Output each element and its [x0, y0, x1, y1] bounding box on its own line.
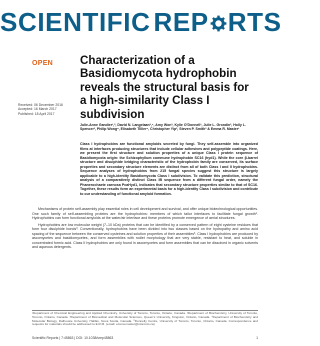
page-number: 1 [256, 336, 258, 340]
published-date: Published: 18 April 2017 [18, 111, 55, 116]
footer-citation: Scientific Reports | 7:45863 | DOI: 10.1038/srep45863 [32, 336, 114, 340]
gear-o-icon [210, 15, 227, 32]
abstract: Class I hydrophobins are functional amyloids secreted by fungi. They self-assemble into organized films at interfaces producing structures that include cellular adhesives and polypeptide coatings. Here, we present the first structure and solution properties of a unique Class I protein sequence of Basidiomycota origin: the Schizophyllum commune hydrophobin SC16 (hyd1). While the core β-barrel structure and disulphide bridging characteristic of the hydrophobin family are conserved, its surface properties and secondary structure elements are distinct from all of both Class I and II hydrophobins. Sequence analyses of hydrophobins from 215 fungal species suggest this structure is largely applicable to a high-identity Basidiomycota Class I subdivision. To validate this prediction, structural analysis of a comparatively distinct Class IB sequence from a different fungal order, namely the Phanerochaete carnosa PcaHyd1, indicates that secondary structure properties similar to that of SC16. Together, these results form an experimental basis for a high-identity Class I subdivision and contribute to our understanding of functional amyloid formation. [80, 142, 258, 196]
accepted-date: Accepted: 16 March 2017 [18, 107, 57, 112]
journal-name-part2b: RTS [227, 7, 282, 37]
author-list: Julie-Anne Gandier¹,², David N. Langelaan³,⁴, Amy Won³, Kylie O’Donnell¹, Julie L. Grondin³, Holly L. Spencer³, Philip Wong⁵, Elisabeth Tillier⁵, Christopher Yip², Steven P. Smith³ & Emma R. Master¹ [80, 123, 246, 132]
page-footer [32, 336, 258, 340]
body-text [32, 207, 258, 252]
journal-masthead [0, 7, 282, 37]
journal-name-part2a: REP [153, 7, 209, 37]
body-paragraph: Mechanisms of protein self-assembly play essential roles in cell development and survival, and offer unique biotechnological opportunities. One such family of self-assembling proteins are the hydrophobins: members of which tailor interfaces to facilitate fungal growth¹. Hydrophobins can form functional amyloids at the water/air interface and these proteins promote emergence of aerial structures. [32, 207, 258, 220]
journal-name-part1: SCIENTIFIC [0, 7, 151, 37]
body-paragraph: Hydrophobins are low molecular weight (7–10 kDa) proteins that can be identified by a conserved pattern of eight cysteine residues that form four disulphide bonds³. Conventionally, hydrophobins have been divided into two classes based on the hydropathy and amino acid spacing of the sequence between the conserved cysteines and solution properties of their assemblies³. Class I hydrophobins are produced by ascomycetes and basidiomycetes, and form assemblies with rodlet morphology that are very stable, resistant to heat, and soluble in concentrated formic acid. Class II hydrophobins are only found in ascomycetes and form assemblies that can be dissolved in organic solvents and aqueous detergents. [32, 222, 258, 249]
open-access-badge: OPEN [32, 60, 54, 67]
article-title: Characterization of a Basidiomycota hydrophobin reveals the structural basis for a high-similarity Class I subdivision [80, 54, 249, 121]
article-dates [18, 103, 76, 116]
affiliations: ¹Department of Chemical Engineering and Applied Chemistry, University of Toronto, Toronto, Ontario, Canada. ²Department of Biochemistry, University of Toronto, Toronto, Ontario, Canada. ³Department of Biomedical and Molecular Sciences, Queen’s University, Kingston, Ontario, Canada. ⁴Department of Biochemistry and Molecular Biology, Dalhousie University, Halifax, Nova Scotia, Canada. ⁵Donnelly Centre, University of Toronto, Toronto, Ontario, Canada. Correspondence and requests for materials should be addressed to E.R.M. (email: emma.master@utoronto.ca) [32, 311, 258, 327]
received-date: Received: 06 December 2016 [18, 103, 63, 107]
